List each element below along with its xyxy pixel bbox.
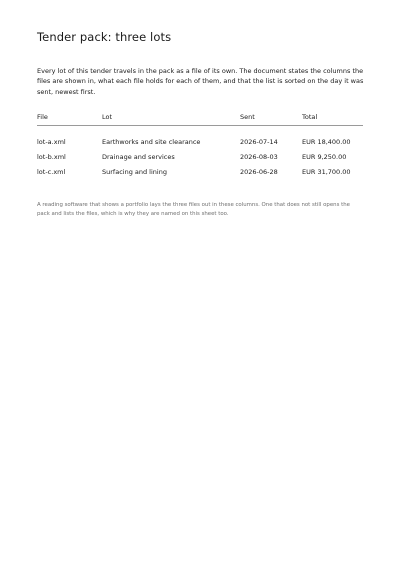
cell-lot: Surfacing and lining [102, 167, 167, 176]
column-header-total: Total [302, 109, 363, 126]
page-title: Tender pack: three lots [37, 30, 172, 44]
intro-paragraph: Every lot of this tender travels in the pack as a file of its own. The document states the columns the files are shown in, what each file holds for each of them, and that the list is sorted on the day it was sent, newest first. [37, 67, 364, 96]
cell-file: lot-b.xml [37, 152, 66, 161]
files-table [37, 109, 363, 179]
cell-file: lot-c.xml [37, 167, 66, 176]
table-header-row [37, 109, 363, 126]
footnote: A reading software that shows a portfolio lays the three files out in these columns. One that does not still opens the pack and lists the files, which is why they are named on this sheet too. [37, 202, 350, 218]
cell-lot: Earthworks and site clearance [102, 137, 201, 146]
table-row [37, 126, 363, 150]
cell-sent: 2026-08-03 [240, 152, 278, 161]
cell-sent: 2026-07-14 [240, 137, 278, 146]
cell-total: EUR 9,250.00 [302, 152, 347, 161]
cell-sent: 2026-06-28 [240, 167, 278, 176]
column-header-sent: Sent [240, 109, 302, 126]
column-header-lot: Lot [102, 109, 240, 126]
table-row [37, 164, 363, 179]
table-row [37, 149, 363, 164]
column-header-file: File [37, 109, 102, 126]
cell-lot: Drainage and services [102, 152, 175, 161]
cell-total: EUR 31,700.00 [302, 167, 351, 176]
cell-total: EUR 18,400.00 [302, 137, 351, 146]
cell-file: lot-a.xml [37, 137, 66, 146]
